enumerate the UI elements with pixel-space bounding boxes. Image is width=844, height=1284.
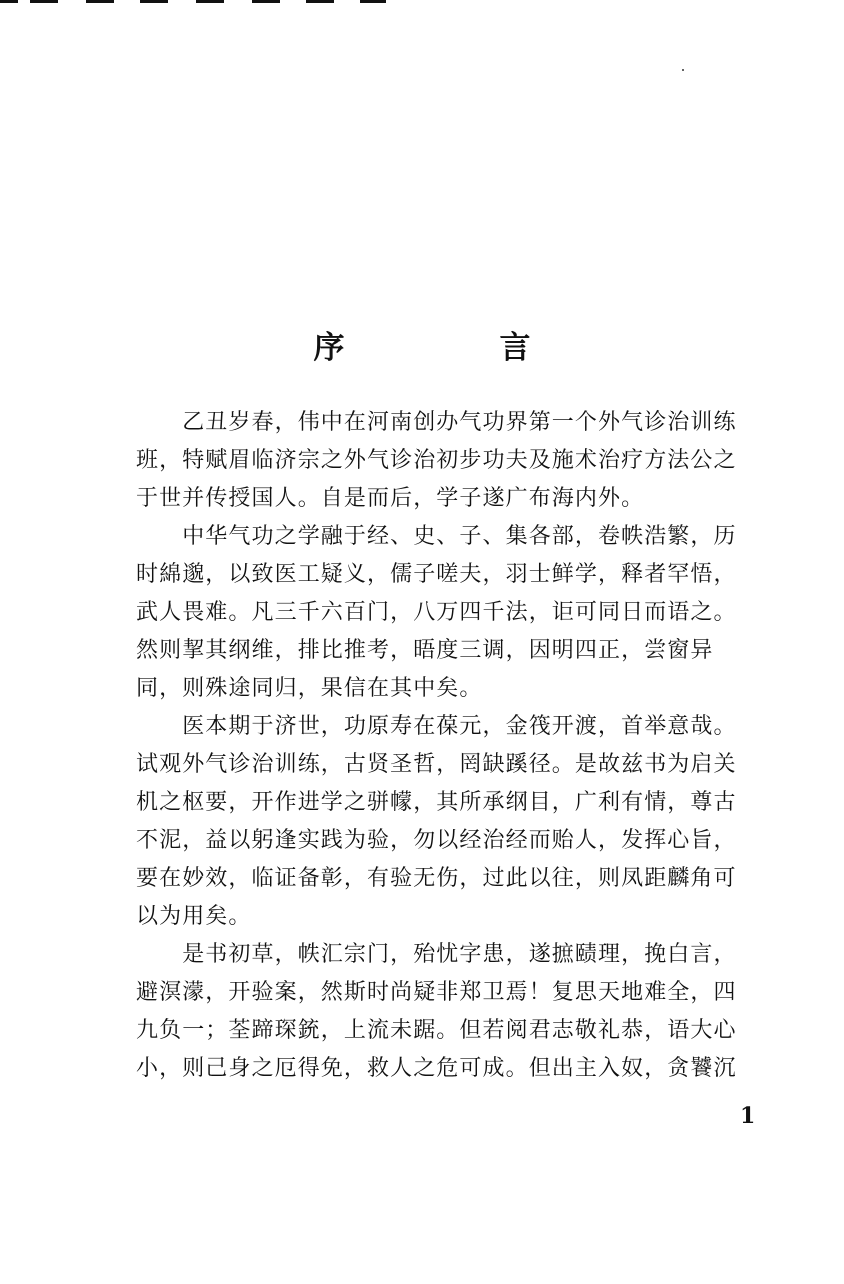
scan-speck (682, 69, 684, 71)
text-line: 乙丑岁春，伟中在河南创办气功界第一个外气诊治训练 (136, 410, 737, 435)
preface-body (136, 404, 776, 1088)
text-line: 机之枢要，开作进学之骈幪，其所承纲目，广利有情，尊古 (136, 790, 737, 815)
text-line: 同，则殊途同归，果信在其中矣。 (136, 676, 483, 701)
top-scan-mark-7 (306, 0, 334, 3)
top-scan-mark-2 (30, 0, 58, 3)
page-number: 1 (740, 1103, 756, 1129)
top-scan-mark-1 (0, 0, 18, 3)
text-line: 避溟濛，开验案，然斯时尚疑非郑卫焉！复思天地难全，四 (136, 980, 737, 1005)
text-line: 试观外气诊治训练，古贤圣哲，罔缺蹊径。是故兹书为启关 (136, 752, 737, 777)
top-scan-mark-4 (140, 0, 168, 3)
paragraph (136, 518, 776, 708)
top-scan-mark-6 (252, 0, 280, 3)
text-line: 不泥，益以躬逢实践为验，勿以经治经而贻人，发挥心旨， (136, 828, 737, 853)
page-title: 序 言 (313, 330, 593, 366)
text-line: 医本期于济世，功原寿在葆元，金筏开渡，首举意哉。 (136, 714, 737, 739)
top-scan-mark-3 (86, 0, 114, 3)
text-line: 中华气功之学融于经、史、子、集各部，卷帙浩繁，历 (136, 524, 737, 549)
text-line: 武人畏难。凡三千六百门，八万四千法，讵可同日而语之。 (136, 600, 737, 625)
text-line: 是书初草，帙汇宗门，殆忧字患，遂摭赜理，挽白言， (136, 942, 737, 967)
text-line: 小，则己身之厄得免，救人之危可成。但出主入奴，贪饕沉 (136, 1056, 737, 1081)
text-line: 要在妙效，临证备彰，有验无伤，过此以往，则凤距麟角可 (136, 866, 737, 891)
paragraph (136, 708, 776, 936)
text-line: 九负一；荃蹄琛銃，上流未踞。但若阅君志敬礼恭，语大心 (136, 1018, 737, 1043)
text-line: 时綿邈，以致医工疑义，儒子嗟夫，羽士鲜学，释者罕悟， (136, 562, 737, 587)
top-scan-mark-8 (360, 0, 386, 3)
paragraph (136, 404, 776, 518)
text-line: 于世并传授国人。自是而后，学子遂广布海内外。 (136, 486, 645, 511)
text-line: 以为用矣。 (136, 904, 252, 929)
paragraph (136, 936, 776, 1088)
text-line: 班，特赋眉临济宗之外气诊治初步功夫及施术治疗方法公之 (136, 448, 737, 473)
text-line: 然则挈其纲维，排比推考，晤度三调，因明四正，尝窗异 (136, 638, 714, 663)
top-scan-mark-5 (196, 0, 224, 3)
